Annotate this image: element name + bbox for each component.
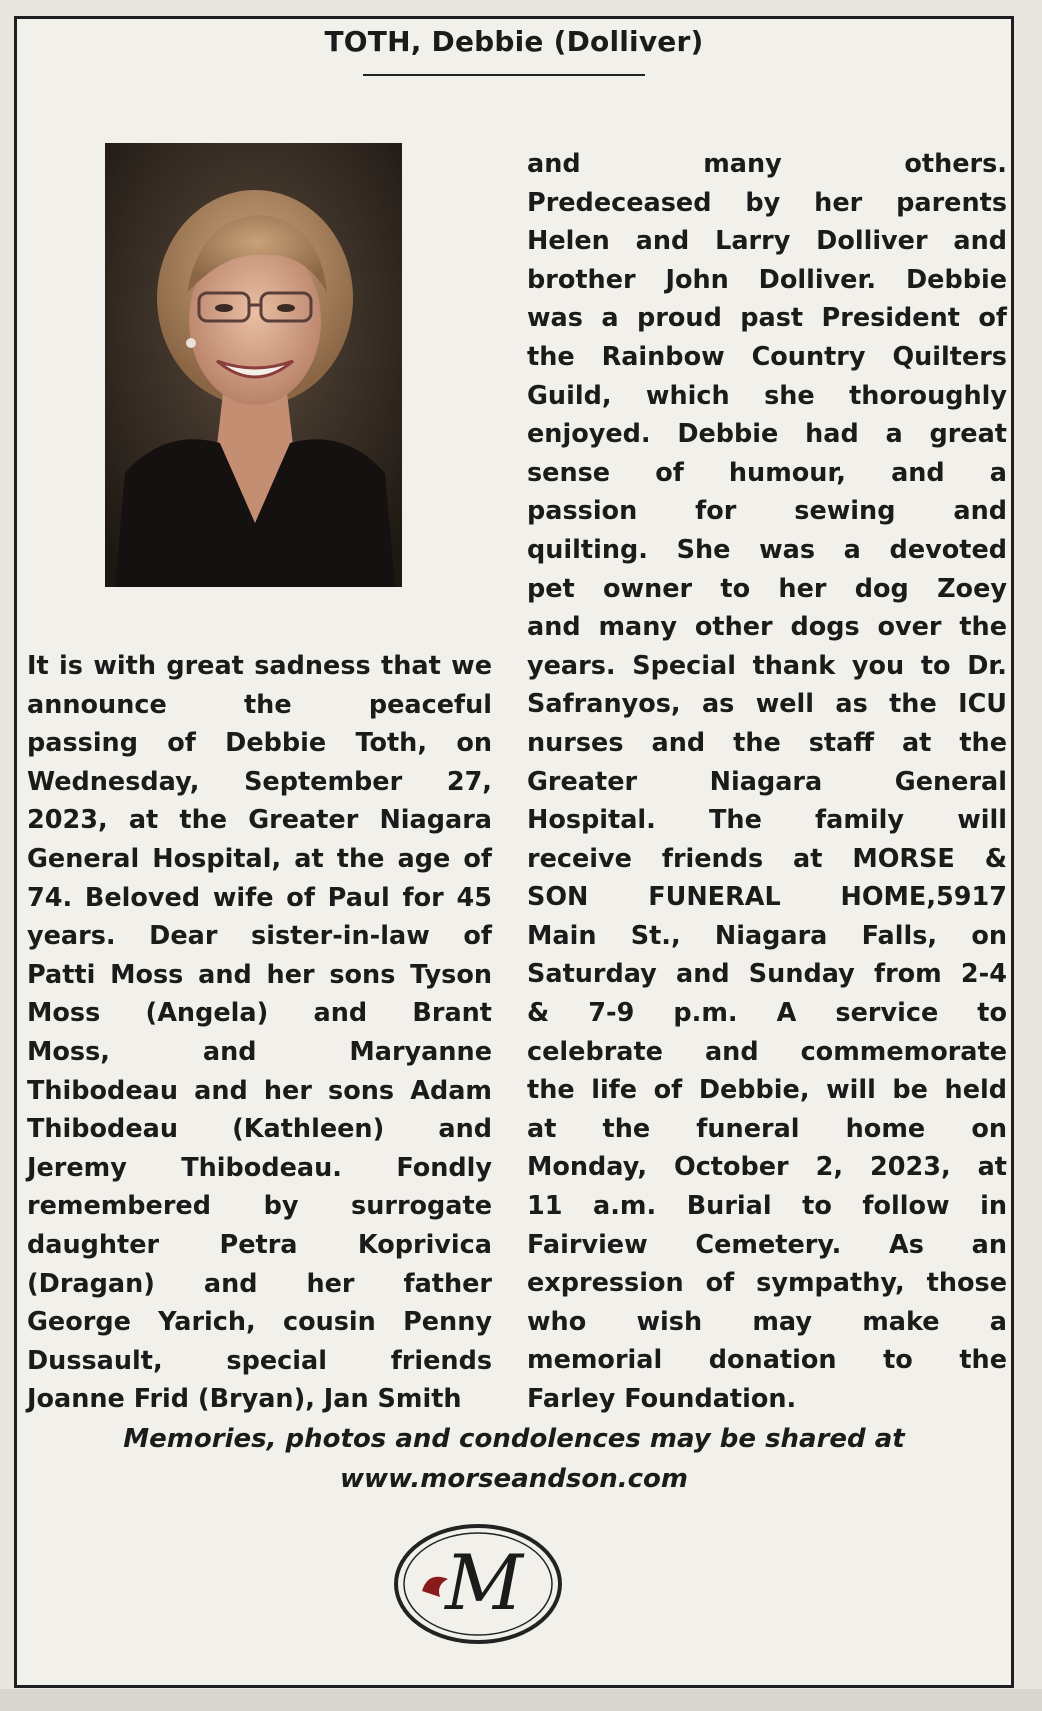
right-column-line: & 7-9 p.m. A service to: [527, 998, 1007, 1029]
portrait-photo: [105, 143, 402, 587]
left-column-line: Patti Moss and her sons Tyson: [27, 959, 492, 990]
right-column-line: Greater Niagara General: [527, 766, 1007, 797]
footer-line-1: Memories, photos and condolences may be shared at: [123, 1424, 905, 1454]
obituary-card: [14, 16, 1014, 1688]
right-column-line: enjoyed. Debbie had a great: [527, 419, 1007, 450]
left-column-line: General Hospital, at the age of: [27, 843, 492, 874]
right-column-line: years. Special thank you to Dr.: [527, 650, 1007, 681]
left-column-line: Moss (Angela) and Brant: [27, 998, 492, 1029]
right-column-line: Main St., Niagara Falls, on: [527, 920, 1007, 951]
left-column-line: daughter Petra Koprivica: [27, 1229, 492, 1260]
right-column-line: Safranyos, as well as the ICU: [527, 689, 1007, 720]
right-column-line: and many others.: [527, 149, 1007, 179]
right-column-line: Hospital. The family will: [527, 805, 1007, 836]
footer-website: www.morseandson.com: [340, 1464, 688, 1494]
right-column-line: the Rainbow Country Quilters: [527, 341, 1007, 372]
right-column-line: Predeceased by her parents: [527, 187, 1007, 218]
right-column-line: and many other dogs over the: [527, 612, 1007, 643]
right-column-line: expression of sympathy, those: [527, 1268, 1007, 1299]
right-column-line: celebrate and commemorate: [527, 1036, 1007, 1067]
left-column-line: Joanne Frid (Bryan), Jan Smith: [27, 1384, 462, 1415]
right-column-line: receive friends at MORSE &: [527, 843, 1007, 874]
right-column-line: SON FUNERAL HOME,5917: [527, 882, 1007, 913]
obituary-title: TOTH, Debbie (Dolliver): [324, 25, 704, 58]
right-column-line: Helen and Larry Dolliver and: [527, 226, 1007, 257]
left-column-line: passing of Debbie Toth, on: [27, 728, 492, 759]
right-column-line: passion for sewing and: [527, 496, 1007, 527]
right-column-line: brother John Dolliver. Debbie: [527, 264, 1007, 295]
funeral-home-logo: [392, 1521, 564, 1647]
right-column-line: at the funeral home on: [527, 1113, 1007, 1144]
right-column-line: quilting. She was a devoted: [527, 534, 1007, 565]
newsprint-bleed-right: [1014, 0, 1042, 1711]
title-underline: [363, 74, 645, 76]
right-column-line: the life of Debbie, will be held: [527, 1075, 1007, 1106]
obituary-text-right: [527, 145, 1007, 1419]
left-column-line: 2023, at the Greater Niagara: [27, 805, 492, 836]
right-column-line: who wish may make a: [527, 1306, 1007, 1337]
logo-letter: M: [445, 1538, 523, 1627]
left-column-line: Thibodeau and her sons Adam: [27, 1075, 492, 1106]
right-column-line: 11 a.m. Burial to follow in: [527, 1191, 1007, 1222]
footer-note: [17, 1419, 1011, 1499]
left-column-line: Wednesday, September 27,: [27, 766, 492, 797]
right-column-line: sense of humour, and a: [527, 457, 1007, 488]
left-column-line: George Yarich, cousin Penny: [27, 1307, 492, 1338]
obituary-text-left: [27, 647, 492, 1419]
left-column-line: Thibodeau (Kathleen) and: [27, 1114, 492, 1145]
portrait-illustration: [105, 143, 402, 587]
right-column-line: Farley Foundation.: [527, 1384, 797, 1414]
left-column-line: remembered by surrogate: [27, 1191, 492, 1222]
left-column-line: Moss, and Maryanne: [27, 1036, 492, 1067]
left-column-line: Jeremy Thibodeau. Fondly: [27, 1152, 492, 1183]
left-column-line: 74. Beloved wife of Paul for 45: [27, 882, 492, 913]
right-column-line: Fairview Cemetery. As an: [527, 1229, 1007, 1260]
left-column-line: announce the peaceful: [27, 689, 492, 720]
right-column-line: was a proud past President of: [527, 303, 1007, 334]
right-column-line: memorial donation to the: [527, 1345, 1007, 1376]
left-column-line: years. Dear sister-in-law of: [27, 921, 492, 952]
right-column-line: Monday, October 2, 2023, at: [527, 1152, 1007, 1183]
right-column-line: nurses and the staff at the: [527, 727, 1007, 758]
newsprint-bleed-bottom: [0, 1689, 1042, 1711]
left-column-line: It is with great sadness that we: [27, 651, 492, 681]
left-column-line: (Dragan) and her father: [27, 1268, 492, 1299]
left-column-line: Dussault, special friends: [27, 1345, 492, 1376]
right-column-line: Guild, which she thoroughly: [527, 380, 1007, 411]
right-column-line: pet owner to her dog Zoey: [527, 573, 1007, 604]
right-column-line: Saturday and Sunday from 2-4: [527, 959, 1007, 990]
